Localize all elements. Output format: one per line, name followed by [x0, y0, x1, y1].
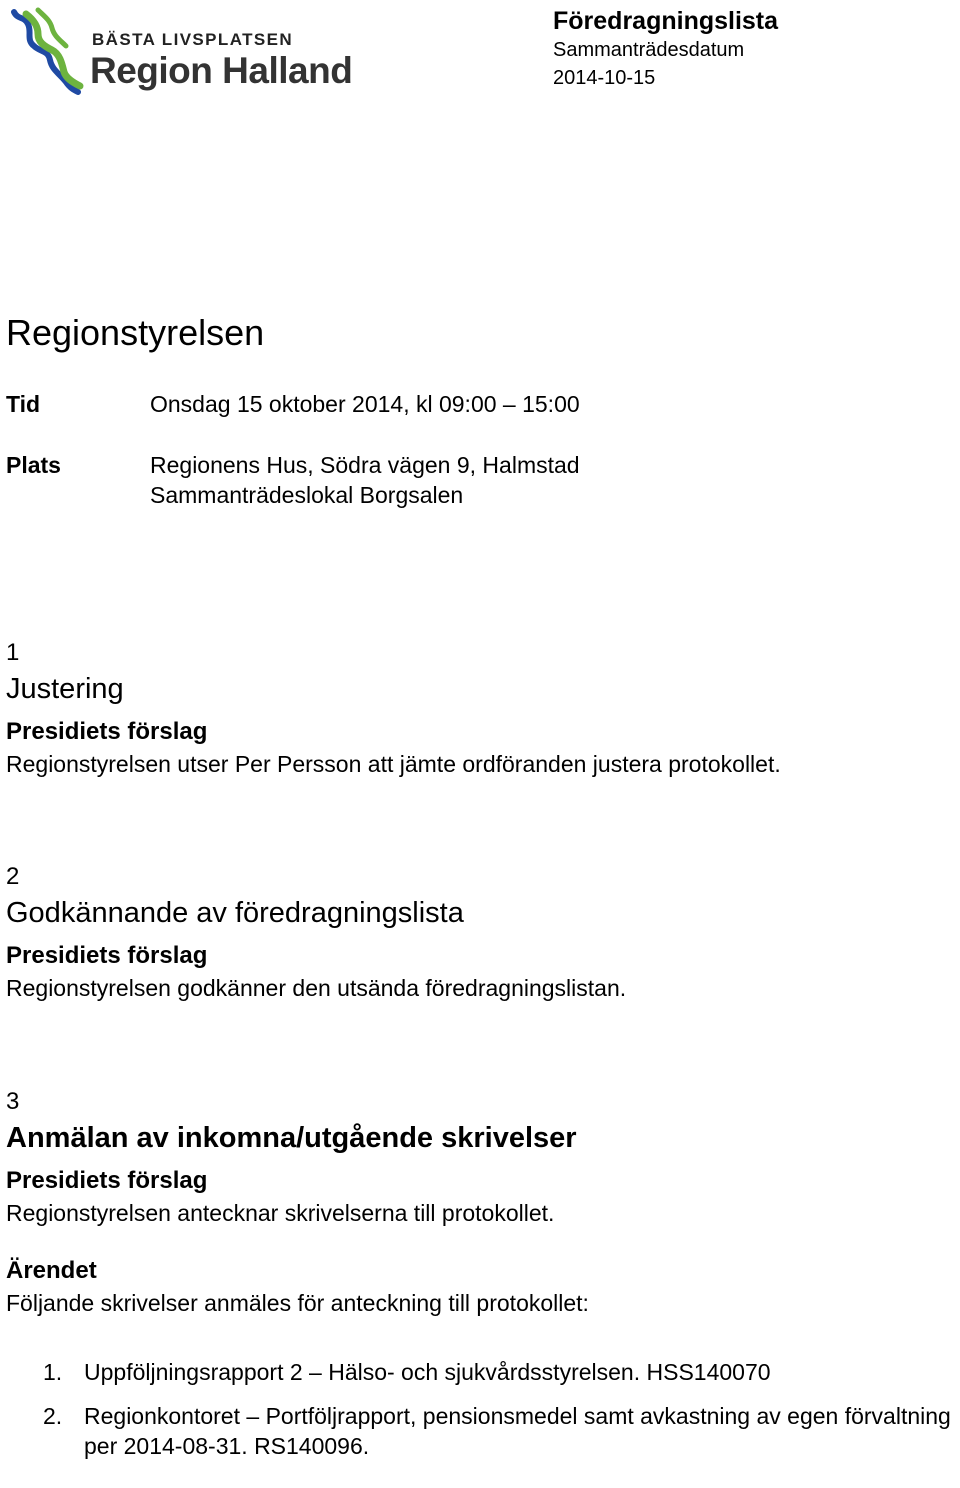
time-value	[150, 389, 580, 419]
list-item-number: 1.	[43, 1359, 63, 1385]
list-item	[6, 1401, 956, 1461]
meeting-date: 2014-10-15	[553, 67, 656, 89]
proposal-text: Regionstyrelsen utser Per Persson att jämte ordföranden justera protokollet.	[6, 751, 781, 777]
case-list	[6, 1357, 956, 1461]
item-number: 2	[6, 863, 20, 890]
proposal-text: Regionstyrelsen godkänner den utsända föredragningslistan.	[6, 975, 627, 1001]
list-item-text: Uppföljningsrapport 2 – Hälso- och sjukvårdsstyrelsen. HSS140070	[84, 1359, 771, 1385]
item-number: 1	[6, 639, 20, 666]
agenda-item-3	[6, 1085, 956, 1475]
agenda-item-2	[6, 860, 956, 1004]
item-title: Justering	[6, 673, 124, 705]
proposal-label: Presidiets förslag	[6, 942, 208, 969]
logo-tagline: BÄSTA LIVSPLATSEN	[92, 30, 294, 49]
item-number: 3	[6, 1088, 20, 1115]
list-item-number: 2.	[43, 1403, 63, 1429]
case-text: Följande skrivelser anmäles för anteckning till protokollet:	[6, 1290, 589, 1316]
logo-name: Region Halland	[90, 50, 353, 91]
proposal-text: Regionstyrelsen antecknar skrivelserna till protokollet.	[6, 1200, 555, 1226]
place-value	[150, 450, 580, 510]
meeting-date-label: Sammanträdesdatum	[553, 39, 745, 61]
item-title: Anmälan av inkomna/utgående skrivelser	[6, 1122, 577, 1154]
halland-map-icon	[8, 6, 88, 96]
time-label: Tid	[6, 391, 41, 417]
list-item-text: Regionkontoret – Portföljrapport, pensionsmedel samt avkastning av egen förvaltning per 2014-08-31. RS140096.	[84, 1403, 951, 1459]
proposal-label: Presidiets förslag	[6, 718, 208, 745]
list-item	[6, 1357, 956, 1387]
item-title: Godkännande av föredragningslista	[6, 897, 464, 929]
place-room: Sammanträdeslokal Borgsalen	[150, 482, 464, 508]
time-value-text: Onsdag 15 oktober 2014, kl 09:00 – 15:00	[150, 391, 580, 417]
page-title: Regionstyrelsen	[6, 312, 265, 353]
document-type: Föredragningslista	[553, 7, 779, 35]
region-halland-logo	[8, 6, 358, 96]
place-address: Regionens Hus, Södra vägen 9, Halmstad	[150, 452, 580, 478]
document-meta	[553, 6, 778, 92]
case-label: Ärendet	[6, 1257, 97, 1284]
place-label: Plats	[6, 452, 61, 478]
agenda-item-1	[6, 636, 956, 780]
proposal-label: Presidiets förslag	[6, 1167, 208, 1194]
